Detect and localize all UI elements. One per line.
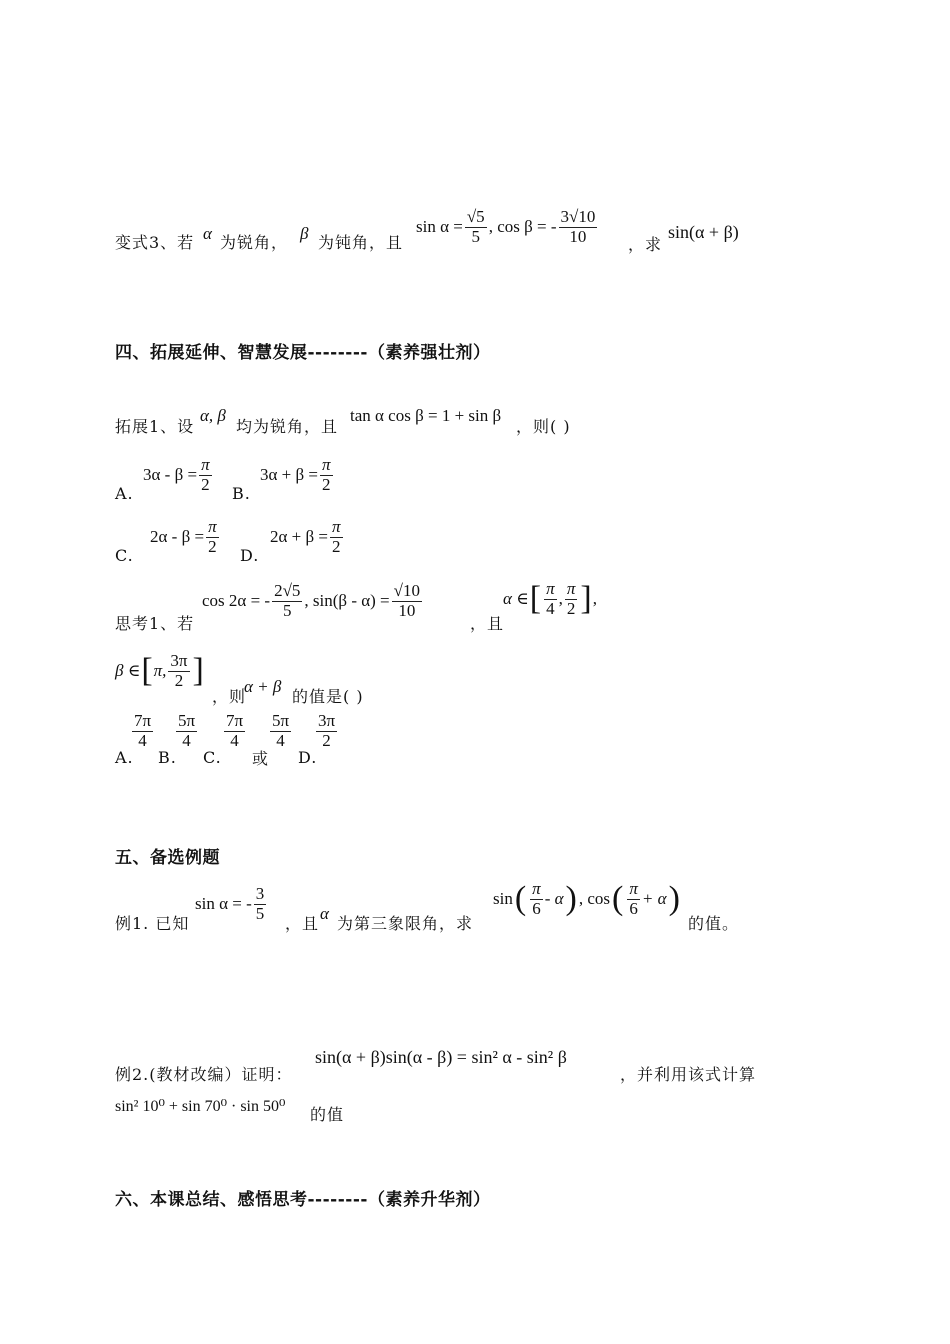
left-paren: ( [612, 880, 624, 917]
fraction-root10-over-10 [392, 582, 422, 620]
numerator: 5π [178, 711, 196, 730]
ex1-text-c: 为第三象限角，求 [337, 914, 474, 933]
right-bracket: ] [192, 652, 204, 689]
option-expression: 3α + β = [260, 465, 318, 484]
ext1-text-c: ，则( ) [516, 417, 571, 436]
fraction-7pi-over-4 [224, 712, 245, 750]
numerator: π [546, 578, 555, 598]
left-paren: ( [514, 880, 527, 917]
think1-text-d: 的值是( ) [292, 687, 364, 706]
ext1-text-b: 均为锐角，且 [236, 417, 339, 436]
denominator: 2 [566, 598, 576, 618]
numerator: √5 [466, 206, 485, 226]
think1-condition [202, 576, 424, 626]
variant3-target: sin(α + β) [668, 222, 739, 242]
think1-sum: α + β [244, 677, 282, 696]
option-expression: 2α + β = [270, 527, 328, 546]
ex2-expression: sin² 10⁰ + sin 70⁰ · sin 50⁰ [115, 1098, 286, 1115]
ext1-option-d [270, 514, 345, 560]
ex1-text-d: 的值。 [688, 914, 740, 933]
think1-text-a: 思考1、若 [115, 614, 195, 633]
ex2-text-b: ，并利用该式计算 [620, 1065, 757, 1084]
ext1-option-b-label: B. [232, 484, 251, 503]
think1-option-a-label: A. [115, 748, 134, 767]
comma: , [558, 589, 563, 608]
denominator: 4 [182, 730, 191, 750]
fraction-pi-over-2 [206, 518, 219, 556]
numerator: √10 [393, 580, 420, 600]
fraction-pi-over-2 [330, 518, 343, 556]
ex1-text-a: 例1. 已知 [115, 914, 190, 933]
pi-comma: π, [153, 661, 167, 680]
plus-alpha: + α [641, 889, 667, 908]
sin: sin [493, 889, 513, 908]
fraction-pi-over-2 [320, 456, 333, 494]
variant3-alpha: α [203, 224, 212, 243]
think1-option-d-label: D. [298, 748, 318, 767]
ext1-option-c [150, 514, 221, 560]
denominator: 5 [255, 903, 265, 923]
denominator: 6 [532, 898, 541, 918]
numerator: 3π [170, 650, 188, 670]
right-paren: ) [565, 880, 577, 917]
option-expression: 2α - β = [150, 527, 205, 546]
fraction-3root10-over-10 [559, 208, 598, 246]
think1-or: 或 [252, 749, 270, 768]
think1-cos2a: cos 2α = - [202, 591, 271, 610]
left-bracket: [ [141, 652, 153, 689]
numerator: 2√5 [274, 580, 301, 600]
numerator: 3π [318, 711, 336, 730]
alpha-in: α ∈ [503, 589, 529, 608]
fraction-root5-over-5 [465, 208, 487, 246]
section5-title: 五、备选例题 [115, 848, 220, 868]
numerator: 7π [226, 711, 244, 730]
denominator: 4 [138, 730, 147, 750]
minus-alpha: - α [544, 889, 564, 908]
denominator: 2 [322, 474, 331, 494]
denominator: 2 [208, 536, 217, 556]
think1-option-b-label: B. [158, 748, 177, 767]
ex1-sin-a: sin α = - [195, 894, 252, 913]
beta-in: β ∈ [115, 661, 141, 680]
denominator: 2 [322, 730, 331, 750]
ext1-option-a [143, 452, 214, 498]
numerator: 3√10 [560, 206, 596, 226]
variant3-text-b: 为锐角， [220, 233, 289, 252]
numerator: 5π [272, 711, 290, 730]
ex2-text-c: 的值 [310, 1105, 345, 1124]
cos: , cos [578, 889, 611, 908]
variant3-line [115, 230, 194, 253]
variant3-text-d: ，求 [628, 235, 663, 254]
ex1-alpha: α [320, 904, 329, 923]
think1-option-c-label: C. [203, 748, 222, 767]
ext1-option-c-label: C. [115, 546, 134, 565]
ext1-text-a: 拓展1、设 [115, 417, 195, 436]
fraction-5pi-over-4 [176, 712, 197, 750]
fraction-5pi-over-4 [270, 712, 291, 750]
fraction-pi-over-2 [565, 580, 578, 618]
right-paren: ) [668, 880, 680, 917]
variant3-text-a: 变式3、若 [115, 233, 195, 252]
numerator: π [629, 878, 638, 898]
variant3-text-c: 为钝角，且 [318, 233, 404, 252]
think1-beta-interval [115, 646, 205, 696]
option-expression: 3α - β = [143, 465, 198, 484]
fraction-3pi-over-2 [168, 652, 189, 690]
fraction-2root5-over-5 [272, 582, 302, 620]
fraction-7pi-over-4 [132, 712, 153, 750]
denominator: 4 [546, 598, 555, 618]
right-bracket: ] [580, 580, 592, 617]
variant3-beta: β [300, 224, 309, 243]
fraction-pi-over-4 [544, 580, 557, 618]
numerator: 7π [134, 711, 152, 730]
fraction-pi-over-2 [199, 456, 212, 494]
ext1-option-a-label: A. [115, 484, 134, 503]
denominator: 2 [174, 670, 184, 690]
variant3-condition [416, 200, 599, 254]
ex1-target [493, 874, 682, 924]
section6-title: 六、本课总结、感悟思考--------（素养升华剂） [115, 1190, 491, 1210]
numerator: π [201, 454, 210, 474]
think1-text-b: ，且 [470, 614, 505, 633]
denominator: 10 [569, 226, 587, 246]
denominator: 5 [471, 226, 481, 246]
fraction-pi-over-6 [530, 880, 543, 918]
denominator: 2 [332, 536, 341, 556]
variant3-cos-b: , cos β = - [488, 217, 557, 236]
denominator: 2 [201, 474, 210, 494]
think1-text-c: ，则 [212, 687, 247, 706]
numerator: π [321, 454, 331, 474]
fraction-3-over-5 [254, 885, 267, 923]
numerator: π [208, 516, 217, 536]
ex2-text-a: 例2.(教材改编）证明： [115, 1065, 293, 1084]
left-bracket: [ [529, 580, 542, 617]
comma: , [592, 589, 597, 608]
denominator: 10 [398, 600, 416, 620]
fraction-3pi-over-2 [316, 712, 337, 750]
variant3-sin-a: sin α = [416, 217, 463, 236]
think1-sin-beta-alpha: , sin(β - α) = [304, 591, 390, 610]
ext1-vars: α, β [200, 406, 226, 425]
think1-alpha-interval [503, 574, 597, 624]
numerator: 3 [255, 883, 265, 903]
section4-title: 四、拓展延伸、智慧发展--------（素养强壮剂） [115, 343, 491, 363]
ex1-text-b: ，且 [285, 914, 320, 933]
ext1-option-d-label: D. [240, 546, 260, 565]
numerator: π [331, 516, 341, 536]
ext1-equation: tan α cos β = 1 + sin β [350, 406, 502, 425]
denominator: 6 [629, 898, 638, 918]
denominator: 4 [276, 730, 285, 750]
numerator: π [532, 878, 541, 898]
numerator: π [566, 578, 576, 598]
ex2-identity: sin(α + β)sin(α - β) = sin² α - sin² β [315, 1047, 567, 1067]
fraction-pi-over-6 [627, 880, 640, 918]
ext1-option-b [260, 452, 335, 498]
denominator: 5 [283, 600, 292, 620]
denominator: 4 [230, 730, 239, 750]
ex1-condition [195, 880, 268, 928]
